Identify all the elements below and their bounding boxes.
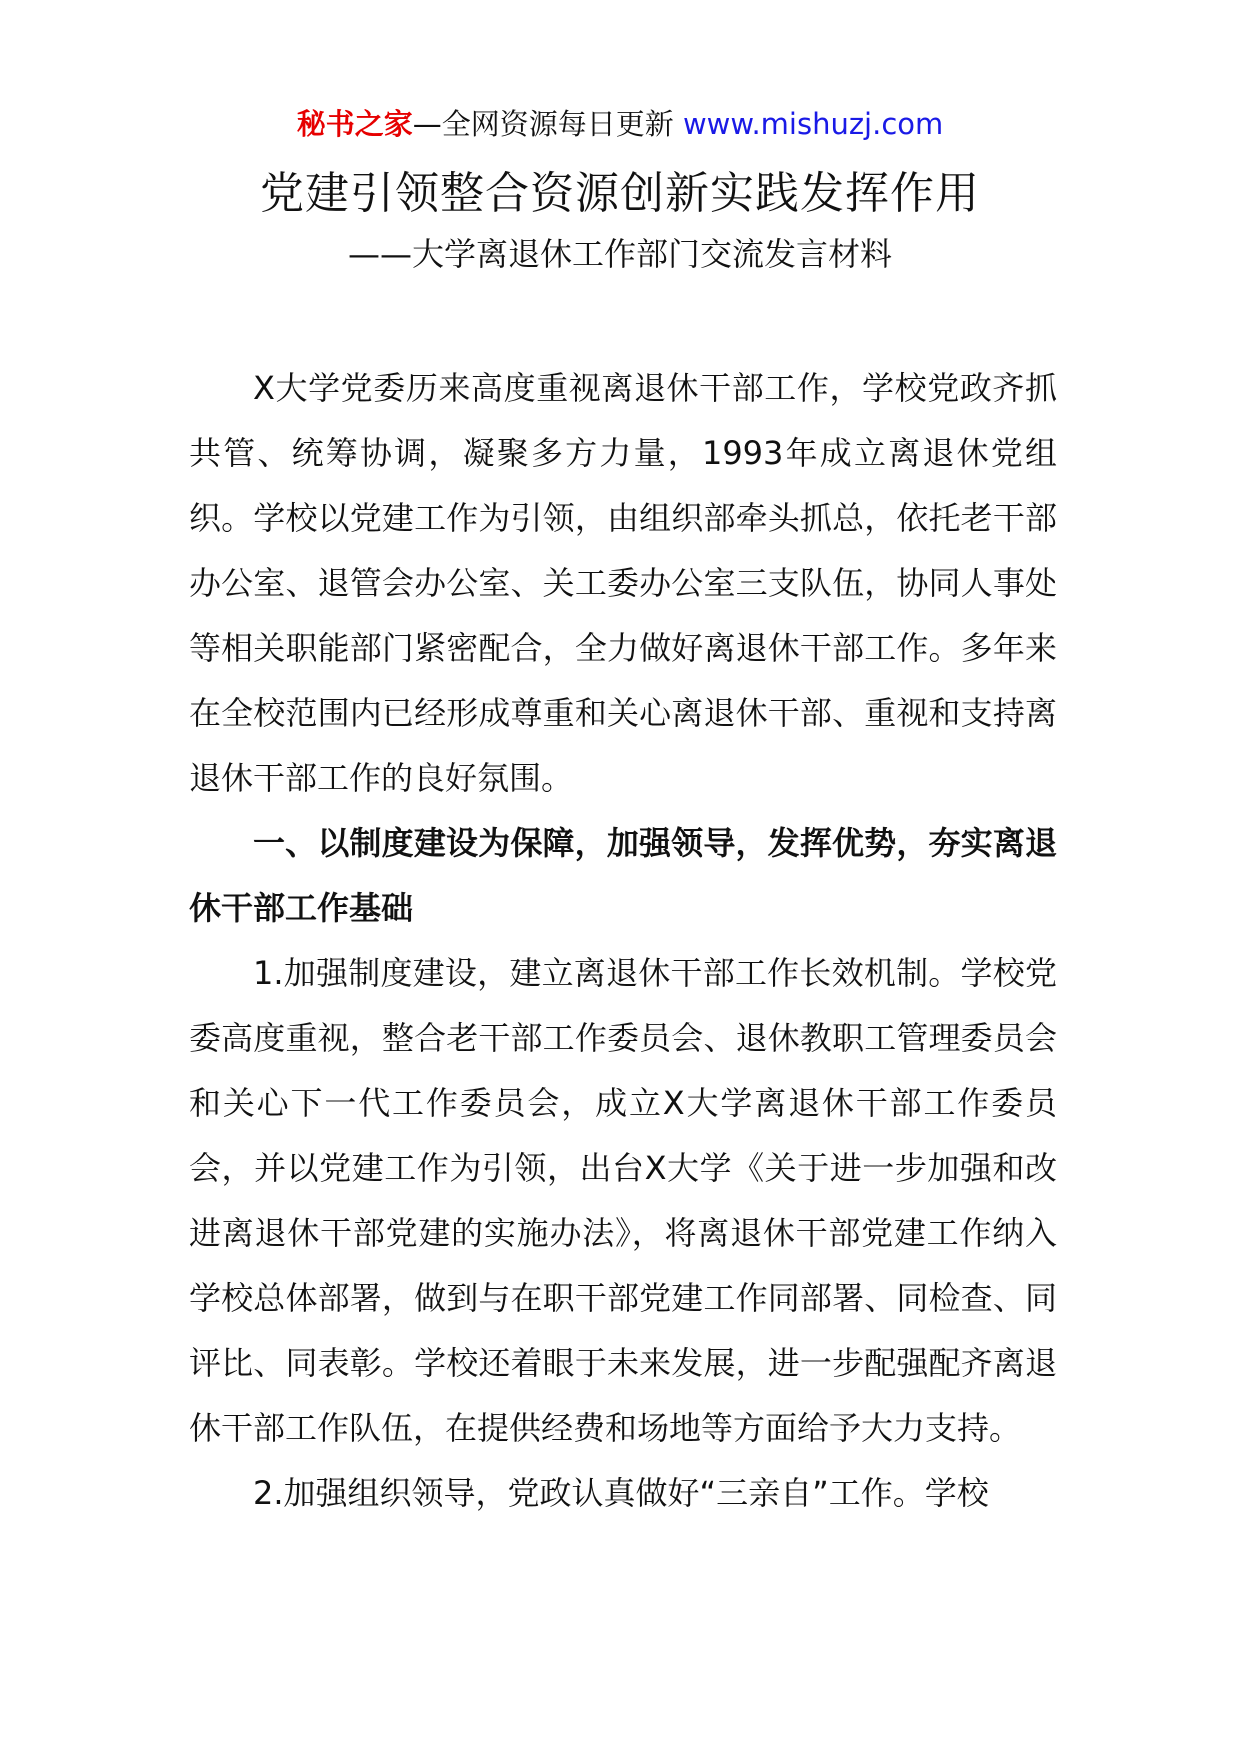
- site-url[interactable]: www.mishuzj.com: [682, 107, 944, 141]
- document-body: [189, 356, 1057, 1526]
- header-tagline: —全网资源每日更新: [412, 107, 683, 141]
- site-header: [0, 104, 1240, 144]
- document-subtitle: ——大学离退休工作部门交流发言材料: [347, 235, 892, 273]
- document-title: 党建引领整合资源创新实践发挥作用: [260, 168, 980, 219]
- brand-name: 秘书之家: [296, 107, 413, 141]
- paragraph-item-2: 2.加强组织领导，党政认真做好“三亲自”工作。学校: [253, 1474, 989, 1512]
- paragraph-intro: X大学党委历来高度重视离退休干部工作，学校党政齐抓共管、统筹协调，凝聚多方力量，1993年成立离退休党组织。学校以党建工作为引领，由组织部牵头抓总，依托老干部办公室、退管会办公室、关工委办公室三支队伍，协同人事处等相关职能部门紧密配合，全力做好离退休干部工作。多年来在全校范围内已经形成尊重和关心离退休干部、重视和支持离退休干部工作的良好氛围。: [189, 369, 1057, 797]
- paragraph-item-1: 1.加强制度建设，建立离退休干部工作长效机制。学校党委高度重视，整合老干部工作委员会、退休教职工管理委员会和关心下一代工作委员会，成立X大学离退休干部工作委员会，并以党建工作为引领，出台X大学《关于进一步加强和改进离退休干部党建的实施办法》，将离退休干部党建工作纳入学校总体部署，做到与在职干部党建工作同部署、同检查、同评比、同表彰。学校还着眼于未来发展，进一步配强配齐离退休干部工作队伍，在提供经费和场地等方面给予大力支持。: [189, 954, 1057, 1447]
- section-heading-1: 一、以制度建设为保障，加强领导，发挥优势，夯实离退休干部工作基础: [189, 824, 1057, 927]
